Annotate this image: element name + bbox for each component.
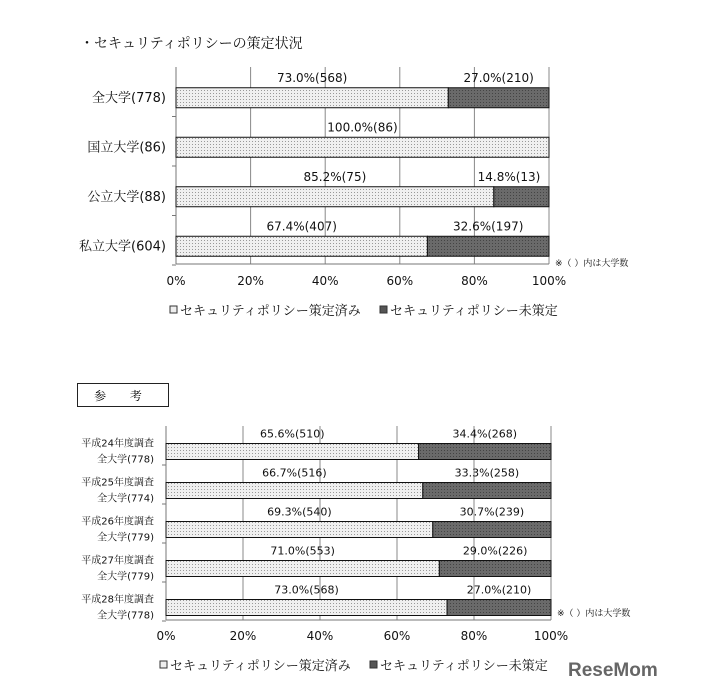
category-label: 平成24年度調査 (81, 438, 154, 450)
data-label: 34.4%(268) (452, 427, 518, 441)
legend-swatch (160, 661, 167, 668)
data-label: 100.0%(86) (327, 120, 398, 135)
x-tick-label: 100% (533, 629, 569, 643)
resemom-logo: ReseMom (568, 660, 658, 681)
bar-not-established (448, 88, 549, 108)
x-tick-label: 80% (460, 629, 488, 643)
note: ※（ ）内は大学数 (557, 609, 631, 619)
data-label: 30.7%(239) (459, 505, 525, 519)
data-label: 73.0%(568) (276, 70, 348, 85)
data-label: 33.3%(258) (454, 466, 520, 480)
data-label: 65.6%(510) (260, 427, 325, 441)
category-label: 全大学(774) (97, 493, 154, 505)
legend-label: セキュリティポリシー未策定 (390, 304, 558, 319)
data-label: 66.7%(516) (262, 466, 327, 480)
reference-box: 参 考 (77, 383, 169, 407)
x-tick-label: 40% (306, 629, 334, 643)
bar-not-established (494, 187, 549, 207)
bar-established (176, 187, 494, 207)
bar-established (166, 444, 419, 460)
x-tick-label: 20% (237, 274, 264, 288)
bar-not-established (439, 561, 551, 577)
category-label: 平成26年度調査 (81, 516, 154, 528)
x-tick-label: 100% (531, 274, 567, 288)
bar-established (166, 561, 439, 577)
x-tick-label: 80% (461, 274, 488, 288)
bar-established (166, 600, 447, 616)
x-tick-label: 0% (166, 274, 186, 288)
data-label: 14.8%(13) (477, 169, 541, 184)
data-label: 27.0%(210) (463, 70, 534, 85)
category-label: 公立大学(88) (87, 189, 166, 205)
category-label: 全大学(779) (97, 532, 154, 544)
data-label: 71.0%(553) (270, 544, 335, 558)
data-label: 69.3%(540) (267, 505, 332, 519)
data-label: 32.6%(197) (453, 219, 524, 234)
bar-not-established (419, 444, 551, 460)
bar-not-established (433, 522, 551, 538)
x-tick-label: 60% (383, 629, 411, 643)
category-label: 私立大学(604) (79, 239, 166, 255)
bar-established (166, 522, 433, 538)
data-label: 85.2%(75) (303, 169, 367, 184)
category-label: 全大学(779) (97, 571, 154, 583)
bar-established (176, 236, 427, 256)
x-tick-label: 0% (156, 629, 176, 643)
category-label: 全大学(778) (97, 610, 154, 622)
category-label: 平成28年度調査 (81, 594, 154, 606)
category-label: 全大学(778) (92, 90, 166, 106)
data-label: 73.0%(568) (274, 583, 339, 597)
bar-established (176, 88, 448, 108)
x-tick-label: 60% (386, 274, 414, 288)
data-label: 27.0%(210) (466, 583, 532, 597)
data-label: 29.0%(226) (462, 544, 528, 558)
x-tick-label: 20% (229, 629, 257, 643)
data-label: 67.4%(407) (266, 219, 337, 234)
legend-label: セキュリティポリシー策定済み (180, 304, 361, 319)
legend-swatch (380, 306, 387, 313)
page-title: ・セキュリティポリシーの策定状況 (80, 36, 303, 52)
bar-not-established (427, 236, 549, 256)
bar-not-established (423, 483, 551, 499)
legend-label: セキュリティポリシー未策定 (380, 659, 548, 674)
category-label: 国立大学(86) (87, 140, 166, 156)
category-label: 平成25年度調査 (81, 477, 154, 489)
x-tick-label: 40% (311, 274, 339, 288)
legend-swatch (170, 306, 177, 313)
legend-swatch (370, 661, 377, 668)
category-label: 全大学(778) (97, 454, 154, 466)
bar-established (166, 483, 423, 499)
bar-not-established (447, 600, 551, 616)
note: ※（ ）内は大学数 (555, 259, 629, 269)
legend-label: セキュリティポリシー策定済み (170, 659, 351, 674)
bar-established (176, 137, 549, 157)
category-label: 平成27年度調査 (81, 555, 154, 567)
